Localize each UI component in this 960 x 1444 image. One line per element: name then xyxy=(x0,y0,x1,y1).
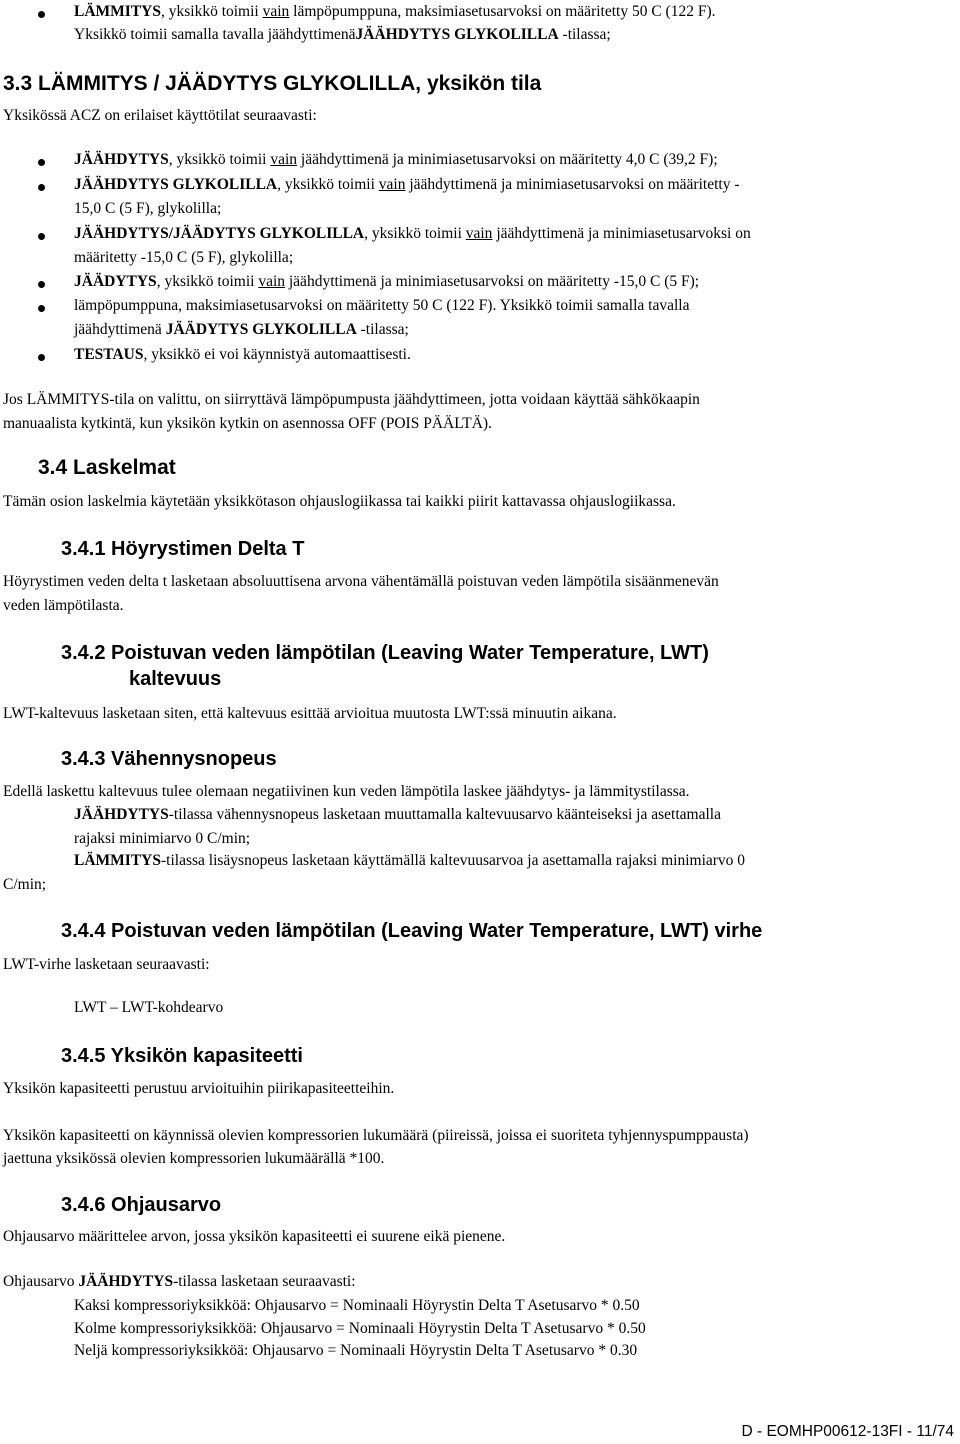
text: , yksikkö toimii xyxy=(277,176,379,193)
section-text: LWT-kaltevuus lasketaan siten, että kaltevuus esittää arvioitua muutosta LWT:ssä minuutin aikana. xyxy=(3,705,617,722)
text: Yksikkö toimii samalla tavalla jäähdyttimenä xyxy=(74,26,356,43)
bold-term: JÄÄHDYTYS xyxy=(74,151,169,168)
bold-term: JÄÄDYTYS xyxy=(74,273,157,290)
section-heading-3-4-2-cont: kaltevuus xyxy=(129,668,222,690)
formula-line: Neljä kompressoriyksikköä: Ohjausarvo = Nominaali Höyrystin Delta T Asetusarvo * 0.30 xyxy=(74,1342,638,1359)
mode-bullet-2-cont: 15,0 C (5 F), glykolilla; xyxy=(74,200,222,217)
mode-bullet-5-cont xyxy=(74,321,409,339)
paragraph-line: Höyrystimen veden delta t lasketaan absoluuttisena arvona vähentämällä poistuvan veden lämpötila sisäänmenevän xyxy=(3,573,719,590)
paragraph-line xyxy=(74,806,721,824)
text: jäähdyttimenä ja minimiasetusarvoksi on määritetty -15,0 C (5 F); xyxy=(285,273,700,290)
paragraph-line: rajaksi minimiarvo 0 C/min; xyxy=(74,830,251,847)
top-bullet-line2 xyxy=(74,26,611,44)
underlined-word: vain xyxy=(270,151,298,168)
section-heading-3-4-4: 3.4.4 Poistuvan veden lämpötilan (Leaving Water Temperature, LWT) virhe xyxy=(61,920,763,942)
section-text: Yksikön kapasiteetti perustuu arvioituihin piirikapasiteetteihin. xyxy=(3,1080,395,1097)
bold-term: LÄMMITYS xyxy=(74,852,161,869)
paragraph-line: C/min; xyxy=(3,876,47,893)
section-text: LWT-virhe lasketaan seuraavasti: xyxy=(3,956,210,973)
bold-term: JÄÄDYTYS GLYKOLILLA xyxy=(165,321,357,338)
mode-bullet-6 xyxy=(74,346,411,364)
text: , yksikkö ei voi käynnistyä automaattisesti. xyxy=(143,346,411,363)
section-heading-3-4-5: 3.4.5 Yksikön kapasiteetti xyxy=(61,1045,303,1067)
bold-term: JÄÄHDYTYS xyxy=(78,1273,174,1290)
underlined-word: vain xyxy=(262,3,290,20)
underlined-word: vain xyxy=(465,225,493,242)
mode-bullet-5: lämpöpumppuna, maksimiasetusarvoksi on määritetty 50 C (122 F). Yksikkö toimii samalla tavalla xyxy=(74,297,690,314)
bold-term: JÄÄHDYTYS xyxy=(74,806,169,823)
text: jäähdyttimenä xyxy=(74,321,166,338)
section-heading-3-4-6: 3.4.6 Ohjausarvo xyxy=(61,1194,222,1216)
text: -tilassa; xyxy=(356,321,409,338)
paragraph-line: Yksikön kapasiteetti on käynnissä olevien kompressorien lukumäärä (piireissä, joissa ei suoriteta tyhjennyspumppausta) xyxy=(3,1127,749,1144)
bold-term: LÄMMITYS xyxy=(74,3,161,20)
top-bullet-line1 xyxy=(74,3,716,21)
formula-line: Kaksi kompressoriyksikköä: Ohjausarvo = Nominaali Höyrystin Delta T Asetusarvo * 0.50 xyxy=(74,1297,640,1314)
text: , yksikkö toimii xyxy=(156,273,259,290)
bullet xyxy=(38,305,45,312)
section-intro: Yksikössä ACZ on erilaiset käyttötilat seuraavasti: xyxy=(3,107,317,124)
bold-term: JÄÄHDYTYS GLYKOLILLA xyxy=(355,26,559,43)
page-footer: D - EOMHP00612-13FI - 11/74 xyxy=(741,1423,954,1440)
text: -tilassa; xyxy=(558,26,611,43)
section-heading-3-3: 3.3 LÄMMITYS / JÄÄDYTYS GLYKOLILLA, yksikön tila xyxy=(3,72,542,95)
section-text: Ohjausarvo määrittelee arvon, jossa yksikön kapasiteetti ei suurene eikä pienene. xyxy=(3,1228,506,1245)
text: lämpöpumppuna, maksimiasetusarvoksi on määritetty 50 C (122 F). xyxy=(289,3,716,20)
bold-term: JÄÄHDYTYS GLYKOLILLA xyxy=(74,176,278,193)
text: Ohjausarvo xyxy=(3,1273,79,1290)
bullet xyxy=(38,159,45,166)
underlined-word: vain xyxy=(258,273,285,290)
section-heading-3-4-3: 3.4.3 Vähennysnopeus xyxy=(61,748,277,770)
bullet xyxy=(38,354,45,361)
bullet xyxy=(38,233,45,240)
mode-bullet-3-cont: määritetty -15,0 C (5 F), glykolilla; xyxy=(74,249,294,266)
paragraph-line: Edellä laskettu kaltevuus tulee olemaan negatiivinen kun veden lämpötila laskee jäähdytys- ja lämmitystilassa. xyxy=(3,783,690,800)
paragraph-line: veden lämpötilasta. xyxy=(3,597,124,614)
mode-bullet-1 xyxy=(74,151,718,169)
text: jäähdyttimenä ja minimiasetusarvoksi on xyxy=(492,225,751,242)
paragraph-line: jaettuna yksikössä olevien kompressorien lukumäärällä *100. xyxy=(3,1150,385,1167)
section-text xyxy=(3,1273,356,1291)
mode-bullet-3 xyxy=(74,225,751,243)
section-heading-3-4: 3.4 Laskelmat xyxy=(38,456,176,479)
mode-bullet-4 xyxy=(74,273,699,291)
bullet xyxy=(38,281,45,288)
text: , yksikkö toimii xyxy=(168,151,271,168)
bullet xyxy=(38,11,45,18)
section-heading-3-4-2: 3.4.2 Poistuvan veden lämpötilan (Leaving Water Temperature, LWT) xyxy=(61,642,709,664)
text: jäähdyttimenä ja minimiasetusarvoksi on määritetty 4,0 C (39,2 F); xyxy=(297,151,718,168)
paragraph-line: Jos LÄMMITYS-tila on valittu, on siirryttävä lämpöpumpusta jäähdyttimeen, jotta voidaan käyttää sähkökaapin xyxy=(3,391,700,408)
mode-bullet-2 xyxy=(74,176,739,194)
text: -tilassa lisäysnopeus lasketaan käyttämällä kaltevuusarvoa ja asettamalla rajaksi minimiarvo 0 xyxy=(160,852,746,869)
text: , yksikkö toimii xyxy=(364,225,466,242)
bullet xyxy=(38,184,45,191)
section-heading-3-4-1: 3.4.1 Höyrystimen Delta T xyxy=(61,538,305,560)
formula-line: Kolme kompressoriyksikköä: Ohjausarvo = Nominaali Höyrystin Delta T Asetusarvo * 0.50 xyxy=(74,1320,646,1337)
text: -tilassa lasketaan seuraavasti: xyxy=(173,1273,356,1290)
text: jäähdyttimenä ja minimiasetusarvoksi on määritetty - xyxy=(405,176,740,193)
paragraph-line: manuaalista kytkintä, kun yksikön kytkin on asennossa OFF (POIS PÄÄLTÄ). xyxy=(3,415,492,432)
formula: LWT – LWT-kohdearvo xyxy=(74,999,224,1016)
underlined-word: vain xyxy=(378,176,406,193)
section-text: Tämän osion laskelmia käytetään yksikkötason ohjauslogiikassa tai kaikki piirit kattavassa ohjauslogiikassa. xyxy=(3,493,676,510)
text: -tilassa vähennysnopeus lasketaan muuttamalla kaltevuusarvo käänteiseksi ja asettamalla xyxy=(168,806,721,823)
bold-term: TESTAUS xyxy=(74,346,144,363)
bold-term: JÄÄHDYTYS/JÄÄDYTYS GLYKOLILLA xyxy=(74,225,365,242)
paragraph-line xyxy=(74,852,745,870)
text: , yksikkö toimii xyxy=(160,3,263,20)
